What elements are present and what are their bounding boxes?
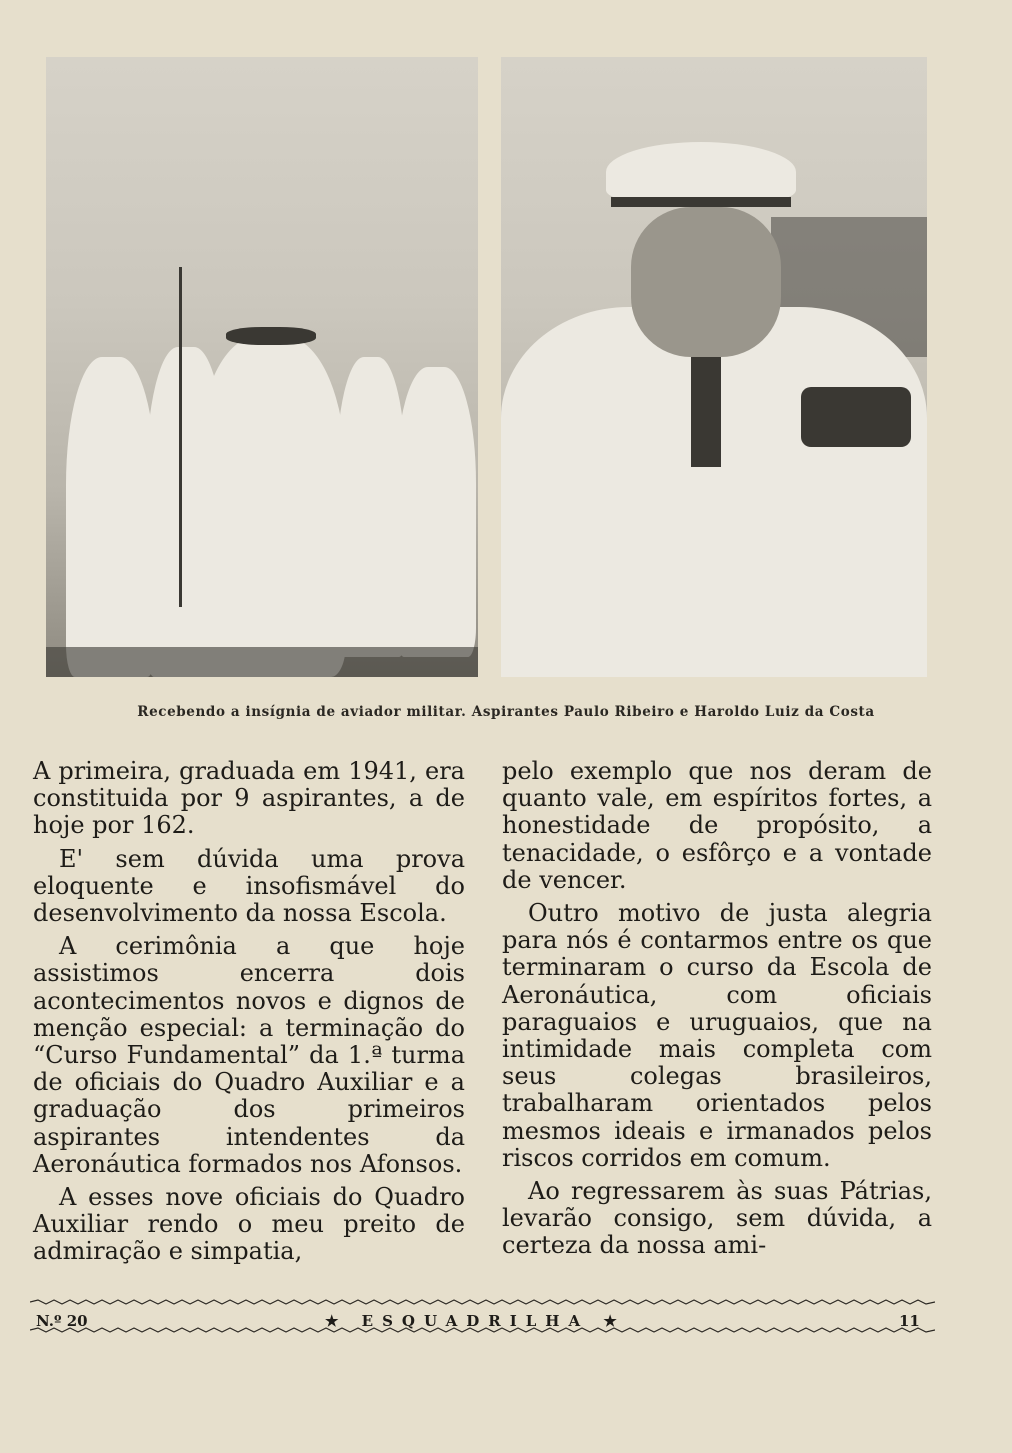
paragraph: A esses nove oficiais do Quadro Auxiliar rendo o meu preito de admiração e simpatia, (33, 1183, 465, 1266)
page-number: 11 (899, 1312, 920, 1330)
photo-caption: Recebendo a insígnia de aviador militar. Aspirantes Paulo Ribeiro e Haroldo Luiz da Costa (137, 704, 875, 720)
cap-visor-shape (611, 197, 791, 207)
wavy-rule-bottom (30, 1327, 935, 1333)
ground-shape (46, 647, 478, 677)
figure-shape (66, 357, 156, 677)
text-column-right (502, 758, 932, 1266)
cap-shape (226, 327, 316, 345)
figure-shape (396, 367, 476, 657)
paragraph: A cerimônia a que hoje assistimos encerra dois acontecimentos novos e dignos de menção especial: a terminação do “Curso Fundamental” da 1.ª turma de oficiais do Quadro Auxiliar e a graduação dos primeiros aspirantes intendentes da Aeronáutica formados nos Afonsos. (33, 932, 465, 1178)
paragraph: A primeira, graduada em 1941, era constituida por 9 aspirantes, a de hoje por 162. (33, 757, 465, 840)
text-column-left (33, 758, 465, 1272)
issue-number: N.º 20 (36, 1312, 88, 1330)
wavy-rule-top (30, 1299, 935, 1305)
cap-shape (606, 142, 796, 202)
paragraph: Outro motivo de justa alegria para nós é contarmos entre os que terminaram o curso da Escola de Aeronáutica, com oficiais paraguaios e uruguaios, que na intimidade mais completa com seus colegas brasileiros, trabalharam orientados pelos mesmos ideais e irmanados pelos riscos corridos em comum. (502, 899, 932, 1172)
tie-shape (691, 357, 721, 467)
face-shape (631, 207, 781, 357)
magazine-title: ★ ESQUADRILHA ★ (325, 1312, 626, 1330)
photo-insignia-closeup (501, 57, 927, 677)
figure-shape (196, 337, 346, 677)
paragraph: Ao regressarem às suas Pátrias, levarão consigo, sem dúvida, a certeza da nossa ami- (502, 1177, 932, 1260)
sword-shape (179, 267, 182, 607)
paragraph: pelo exemplo que nos deram de quanto vale, em espíritos fortes, a honestidade de propósito, a tenacidade, o esfôrço e a vontade de vencer. (502, 757, 932, 894)
paragraph: E' sem dúvida uma prova eloquente e insofismável do desenvolvimento da nossa Escola. (33, 844, 465, 928)
photo-ceremony-formation (46, 57, 478, 677)
epaulette-shape (801, 387, 911, 447)
